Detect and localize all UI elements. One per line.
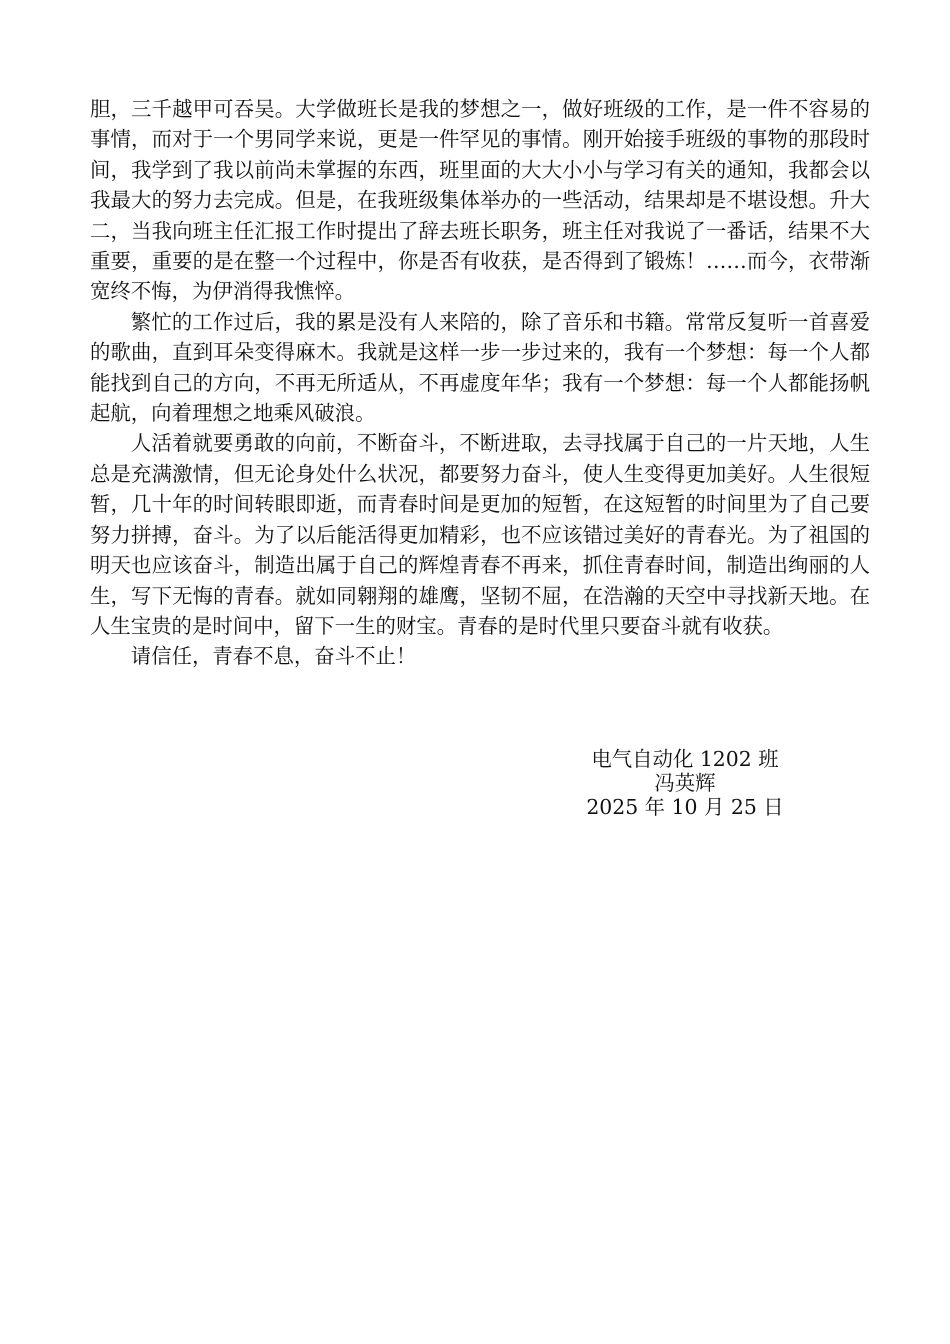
paragraph-strive: 人活着就要勇敢的向前，不断奋斗，不断进取，去寻找属于自己的一片天地，人生总是充满激情，但无论身处什么状况，都要努力奋斗，使人生变得更加美好。人生很短暂，几十年的时间转眼即逝，而青春时间是更加的短暂，在这短暂的时间里为了自己要努力拼搏，奋斗。为了以后能活得更加精彩，也不应该错过美好的青春光。为了祖国的明天也应该奋斗，制造出属于自己的辉煌青春不再来，抓住青春时间，制造出绚丽的人生，写下无悔的青春。就如同翱翔的雄鹰，坚韧不屈，在浩瀚的天空中寻找新天地。在人生宝贵的是时间中，留下一生的财宝。青春的是时代里只要奋斗就有收获。 xyxy=(90,431,870,638)
signature-author: 冯英辉 xyxy=(654,771,716,795)
paragraph-continued: 胆，三千越甲可吞吴。大学做班长是我的梦想之一，做好班级的工作，是一件不容易的事情，而对于一个男同学来说，更是一件罕见的事情。刚开始接手班级的事物的那段时间，我学到了我以前尚未掌握的东西，班里面的大大小小与学习有关的通知，我都会以我最大的努力去完成。但是，在我班级集体举办的一些活动，结果却是不堪设想。升大二，当我向班主任汇报工作时提出了辞去班长职务，班主任对我说了一番话，结果不大重要，重要的是在整一个过程中，你是否有收获，是否得到了锻炼！……而今，衣带渐宽终不悔，为伊消得我憔悴。 xyxy=(90,97,870,304)
paragraph-busy-work: 繁忙的工作过后，我的累是没有人来陪的，除了音乐和书籍。常常反复听一首喜爱的歌曲，直到耳朵变得麻木。我就是这样一步一步过来的，我有一个梦想：每一个人都能找到自己的方向，不再无所适从，不再虚度年华；我有一个梦想：每一个人都能扬帆起航，向着理想之地乘风破浪。 xyxy=(90,309,870,426)
paragraph-closing: 请信任，青春不息，奋斗不止！ xyxy=(130,644,417,669)
signature-class: 电气自动化 1202 班 xyxy=(591,747,779,771)
signature-date: 2025 年 10 月 25 日 xyxy=(586,795,784,819)
signature-block xyxy=(585,747,785,819)
document-body xyxy=(90,94,870,672)
